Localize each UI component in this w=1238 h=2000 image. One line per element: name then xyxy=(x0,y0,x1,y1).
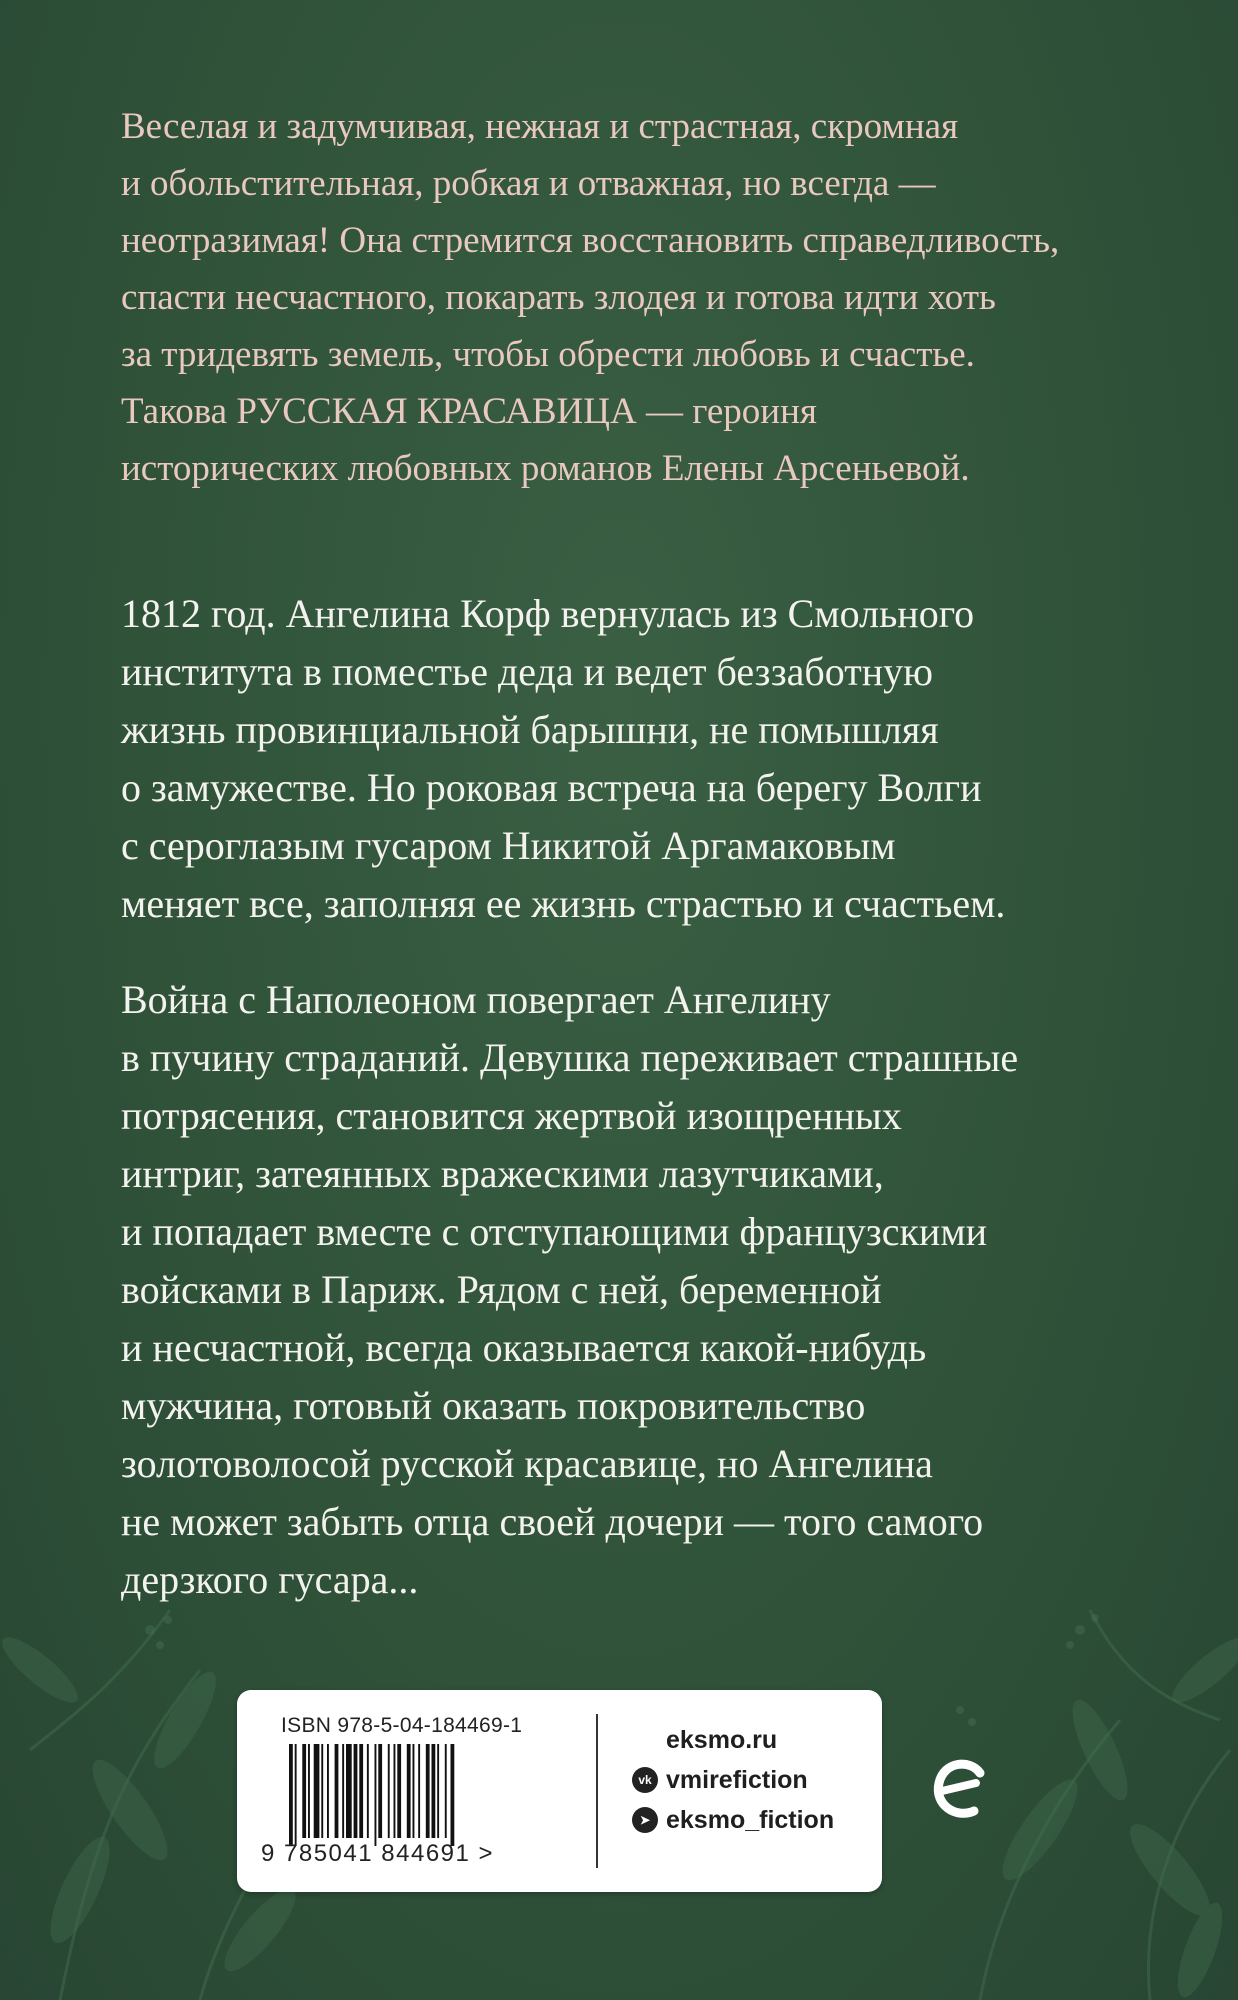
vk-link[interactable] xyxy=(632,1760,834,1800)
text-line: о замужестве. Но роковая встреча на берегу Волги xyxy=(121,765,982,810)
telegram-link[interactable] xyxy=(632,1800,834,1840)
synopsis-paragraph-2 xyxy=(121,971,1141,1609)
story-synopsis xyxy=(121,585,1141,1609)
synopsis-paragraph-1 xyxy=(121,585,1141,933)
barcode xyxy=(285,1744,537,1846)
isbn-number: ISBN 978-5-04-184469-1 xyxy=(281,1714,523,1737)
series-blurb xyxy=(121,98,1131,497)
text-line: 1812 год. Ангелина Корф вернулась из Смольного xyxy=(121,591,975,636)
blurb-line: Такова РУССКАЯ КРАСАВИЦА — героиня xyxy=(121,391,817,432)
isbn-info-card xyxy=(237,1690,882,1892)
text-line: жизнь провинциальной барышни, не помышляя xyxy=(121,707,939,752)
text-line: меняет все, заполняя ее жизнь страстью и счастьем. xyxy=(121,881,1006,926)
blurb-line: за тридевять земель, чтобы обрести любовь и счастье. xyxy=(121,334,975,375)
text-line: войсками в Париж. Рядом с ней, беременной xyxy=(121,1267,882,1312)
text-line: Война с Наполеоном повергает Ангелину xyxy=(121,977,831,1022)
text-line: дерзкого гусара... xyxy=(121,1557,419,1602)
blurb-line: и обольстительная, робкая и отважная, но всегда — xyxy=(121,163,936,204)
website-link[interactable] xyxy=(632,1720,834,1760)
blurb-line: исторических любовных романов Елены Арсеньевой. xyxy=(121,448,970,489)
text-line: в пучину страданий. Девушка переживает страшные xyxy=(121,1035,1019,1080)
text-line: института в поместье деда и ведет беззаботную xyxy=(121,649,934,694)
text-line: золотоволосой русской красавице, но Ангелина xyxy=(121,1441,933,1486)
text-line: с сероглазым гусаром Никитой Аргамаковым xyxy=(121,823,896,868)
telegram-link-label: eksmo_fiction xyxy=(666,1805,835,1834)
text-line: потрясения, становится жертвой изощренных xyxy=(121,1093,902,1138)
eksmo-logo-icon xyxy=(930,1755,988,1825)
telegram-icon: ➤ xyxy=(632,1807,658,1833)
vk-icon: vk xyxy=(632,1767,658,1793)
blurb-line: спасти несчастного, покарать злодея и готова идти хоть xyxy=(121,277,996,318)
text-line: и несчастной, всегда оказывается какой-нибудь xyxy=(121,1325,927,1370)
blurb-line: неотразимая! Она стремится восстановить справедливость, xyxy=(121,220,1060,261)
publisher-links xyxy=(632,1720,834,1840)
blurb-line: Веселая и задумчивая, нежная и страстная, скромная xyxy=(121,106,959,147)
text-line: и попадает вместе с отступающими французскими xyxy=(121,1209,988,1254)
vk-link-label: vmirefiction xyxy=(666,1765,808,1794)
card-divider xyxy=(596,1714,598,1868)
barcode-digits: 9 785041 844691 > xyxy=(261,1840,495,1867)
text-line: не может забыть отца своей дочери — того самого xyxy=(121,1499,984,1544)
text-line: интриг, затеянных вражескими лазутчиками, xyxy=(121,1151,884,1196)
website-link-label: eksmo.ru xyxy=(666,1725,778,1754)
text-line: мужчина, готовый оказать покровительство xyxy=(121,1383,866,1428)
